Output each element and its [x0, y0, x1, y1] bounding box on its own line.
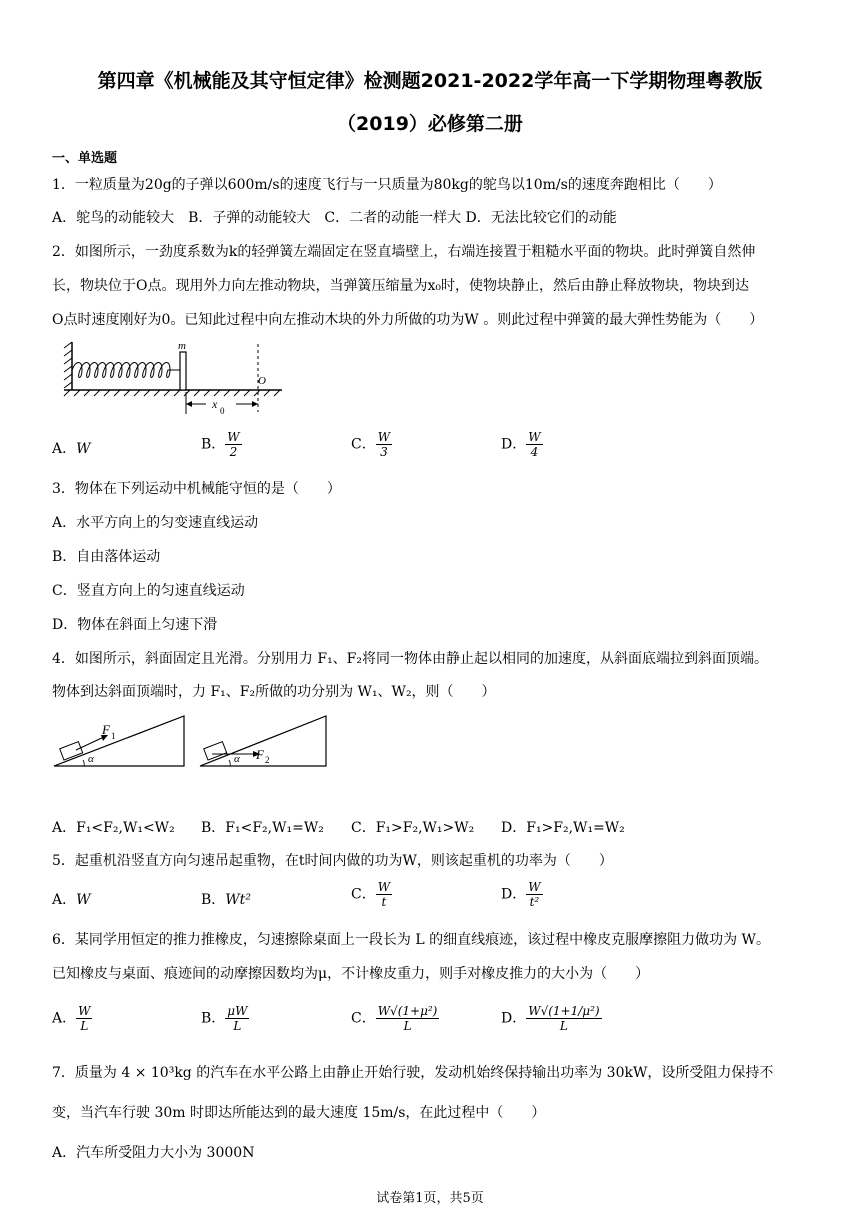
- question-4-line-2: 物体到达斜面顶端时，力 F₁、F₂所做的功分别为 W₁、W₂，则（ ）: [52, 684, 496, 700]
- figure-label-f1-sub: 1: [111, 731, 116, 741]
- question-3-option-c: C．竖直方向上的匀速直线运动: [52, 583, 245, 599]
- question-5-option-c: C． $\frac{W}{t}$: [351, 880, 391, 909]
- question-6-option-c: C． $\frac{\text{W√(1+μ²)}}{L}$: [351, 1004, 438, 1033]
- question-2-line-1: 2．如图所示，一劲度系数为k的轻弹簧左端固定在竖直墙壁上，右端连接置于粗糙水平面的物块。此时弹簧自然伸: [52, 244, 756, 260]
- question-4-option-d: D．F₁>F₂,W₁=W₂: [501, 820, 625, 836]
- question-6-option-d: D． $\frac{\text{W√(1+1/μ²)}}{L}$: [501, 1004, 600, 1033]
- question-7-line-2: 变，当汽车行驶 30m 时即达所能达到的最大速度 15m/s，在此过程中（ ）: [52, 1105, 546, 1121]
- question-5-option-b: B．Wt²: [201, 892, 251, 908]
- inclined-plane-figure: [50, 712, 340, 772]
- question-7-option-a: A．汽车所受阻力大小为 3000N: [52, 1145, 255, 1161]
- question-6-line-2: 已知橡皮与桌面、痕迹间的动摩擦因数均为μ，不计橡皮重力，则手对橡皮推力的大小为（ ）: [52, 966, 650, 982]
- figure-label-o: O: [258, 375, 266, 387]
- figure-label-f2-sub: 2: [265, 755, 270, 765]
- question-4-line-1: 4．如图所示，斜面固定且光滑。分别用力 F₁、F₂将同一物体由静止起以相同的加速度，从斜面底端拉到斜面顶端。: [52, 651, 769, 667]
- question-3-option-d: D．物体在斜面上匀速下滑: [52, 617, 218, 633]
- question-2-option-d: D． $\frac{W}{4}$: [501, 430, 541, 459]
- figure-label-x: x: [212, 397, 218, 411]
- question-2-option-c: C． $\frac{W}{3}$: [351, 430, 391, 459]
- question-4-option-c: C．F₁>F₂,W₁>W₂: [351, 820, 475, 836]
- question-4-option-a: A．F₁<F₂,W₁<W₂: [52, 820, 175, 836]
- question-7-line-1: 7．质量为 4 × 10³kg 的汽车在水平公路上由静止开始行驶，发动机始终保持输出功率为 30kW，设所受阻力保持不: [52, 1065, 774, 1081]
- figure-label-m: m: [178, 340, 186, 352]
- question-3-stem: 3．物体在下列运动中机械能守恒的是（ ）: [52, 481, 341, 497]
- section-heading: 一、单选题: [52, 151, 118, 166]
- question-2-line-3: O点时速度刚好为0。已知此过程中向左推动木块的外力所做的功为W 。则此过程中弹簧的最大弹性势能为（ ）: [52, 312, 764, 328]
- figure-label-f1: F: [102, 722, 110, 737]
- figure-label-alpha-1: α: [88, 753, 94, 765]
- figure-label-f2: F: [256, 747, 264, 762]
- question-1-stem: 1．一粒质量为20g的子弹以600m/s的速度飞行与一只质量为80kg的鸵鸟以10m/s的速度奔跑相比（ ）: [52, 177, 722, 193]
- figure-label-alpha-2: α: [234, 753, 240, 765]
- question-6-option-a: A． $\frac{W}{L}$: [52, 1004, 91, 1033]
- question-4-option-b: B．F₁<F₂,W₁=W₂: [201, 820, 324, 836]
- question-3-option-b: B．自由落体运动: [52, 549, 161, 565]
- spring-block-figure: [60, 340, 290, 420]
- question-2-line-2: 长，物块位于O点。现用外力向左推动物块，当弹簧压缩量为x₀时，使物块静止，然后由静止释放物块，物块到达: [52, 278, 749, 294]
- question-5-option-d: D． $\frac{W}{\text{t²}}$: [501, 880, 541, 909]
- page-title: 第四章《机械能及其守恒定律》检测题2021-2022学年高一下学期物理粤教版: [97, 70, 763, 92]
- question-6-option-b: B． $\frac{\mu W}{L}$: [201, 1004, 248, 1033]
- page-footer: 试卷第1页，共5页: [376, 1191, 484, 1206]
- question-6-line-1: 6．某同学用恒定的推力推橡皮，匀速擦除桌面上一段长为 L 的细直线痕迹，该过程中橡皮克服摩擦阻力做功为 W。: [52, 932, 770, 948]
- page-subtitle: （2019）必修第二册: [337, 113, 523, 135]
- question-2-option-a: A．W: [52, 441, 91, 457]
- question-2-option-b: B． $\frac{W}{2}$: [201, 430, 240, 459]
- figure-label-x-sub: 0: [220, 406, 225, 416]
- question-5-stem: 5．起重机沿竖直方向匀速吊起重物，在t时间内做的功为W，则该起重机的功率为（ ）: [52, 853, 613, 869]
- question-1-options: A．鸵鸟的动能较大 B．子弹的动能较大 C．二者的动能一样大 D．无法比较它们的动能: [52, 210, 617, 226]
- question-3-option-a: A．水平方向上的匀变速直线运动: [52, 515, 259, 531]
- question-5-option-a: A．W: [52, 892, 91, 908]
